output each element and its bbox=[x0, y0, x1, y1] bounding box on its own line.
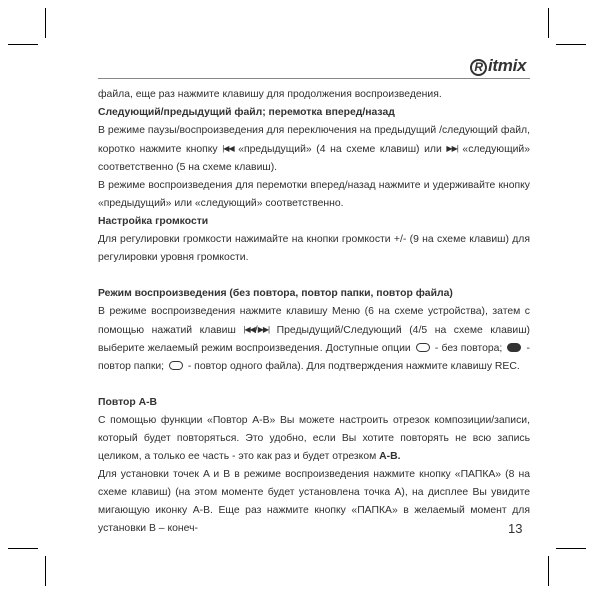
paragraph: В режиме паузы/воспроизведения для переключения на предыдущий /следующий файл, коротко нажмите кнопку |◀◀ «предыдущий» (4 на схеме клавиш) или ▶▶| «следующий» соответственно (5 на схеме клавиш). bbox=[98, 125, 531, 173]
page-number: 13 bbox=[508, 521, 523, 536]
crop-mark bbox=[45, 556, 46, 586]
header-rule bbox=[98, 78, 530, 79]
brand-logo: R itmix bbox=[470, 56, 526, 76]
paragraph: Для регулировки громкости нажимайте на кнопки громкости +/- (9 на схеме клавиш) для регулировки уровня громкости. bbox=[98, 234, 530, 263]
next-track-icon: ▶▶| bbox=[257, 325, 270, 334]
crop-mark bbox=[548, 556, 549, 586]
crop-mark bbox=[8, 548, 38, 549]
repeat-one-icon bbox=[169, 361, 183, 370]
crop-mark bbox=[45, 8, 46, 38]
crop-mark bbox=[556, 44, 586, 45]
paragraph: файла, еще раз нажмите клавишу для продолжения воспроизведения. bbox=[98, 89, 442, 100]
prev-track-icon: |◀◀ bbox=[243, 325, 255, 334]
crop-mark bbox=[548, 8, 549, 38]
crop-mark bbox=[8, 44, 38, 45]
paragraph: В режиме воспроизведения нажмите клавишу Меню (6 на схеме устройства), затем с помощью нажатий клавиш |◀◀/▶▶| Предыдущий/Следующий (4/5 на схеме клавиш) выберите желаемый режим воспроизведения. Доступные опции - без повтора; - повтор папки; - повтор одного файла). Для подтверждения нажмите клавишу REC. bbox=[98, 306, 530, 372]
paragraph: В режиме воспроизведения для перемотки вперед/назад нажмите и удерживайте кнопку «предыдущий» или «следующий» соответственно. bbox=[98, 180, 530, 209]
next-track-icon: ▶▶| bbox=[446, 144, 458, 153]
section-heading: Режим воспроизведения (без повтора, повтор папки, повтор файла) bbox=[98, 288, 453, 299]
no-repeat-icon bbox=[416, 343, 430, 352]
section-heading: Следующий/предыдущий файл; перемотка вперед/назад bbox=[98, 107, 395, 118]
prev-track-icon: |◀◀ bbox=[222, 144, 234, 153]
section-heading: Повтор A-B bbox=[98, 397, 158, 408]
paragraph: С помощью функции «Повтор A-B» Вы можете настроить отрезок композиции/записи, который будет повторяться. Это удобно, если Вы хотите повторять не всю запись целиком, а только ее часть - это как раз и будет отрезком A-B. bbox=[98, 415, 530, 462]
crop-mark bbox=[556, 548, 586, 549]
manual-text bbox=[98, 86, 530, 538]
paragraph: Для установки точек A и B в режиме воспроизведения нажмите кнопку «ПАПКА» (8 на схеме клавиш) (на этом моменте будет установлена точка A), на дисплее Вы увидите мигающую иконку A-B. Еще раз нажмите кнопку «ПАПКА» в желаемый момент для установки B – конеч- bbox=[98, 469, 530, 534]
repeat-folder-icon bbox=[507, 343, 521, 352]
section-heading: Настройка громкости bbox=[98, 216, 209, 227]
